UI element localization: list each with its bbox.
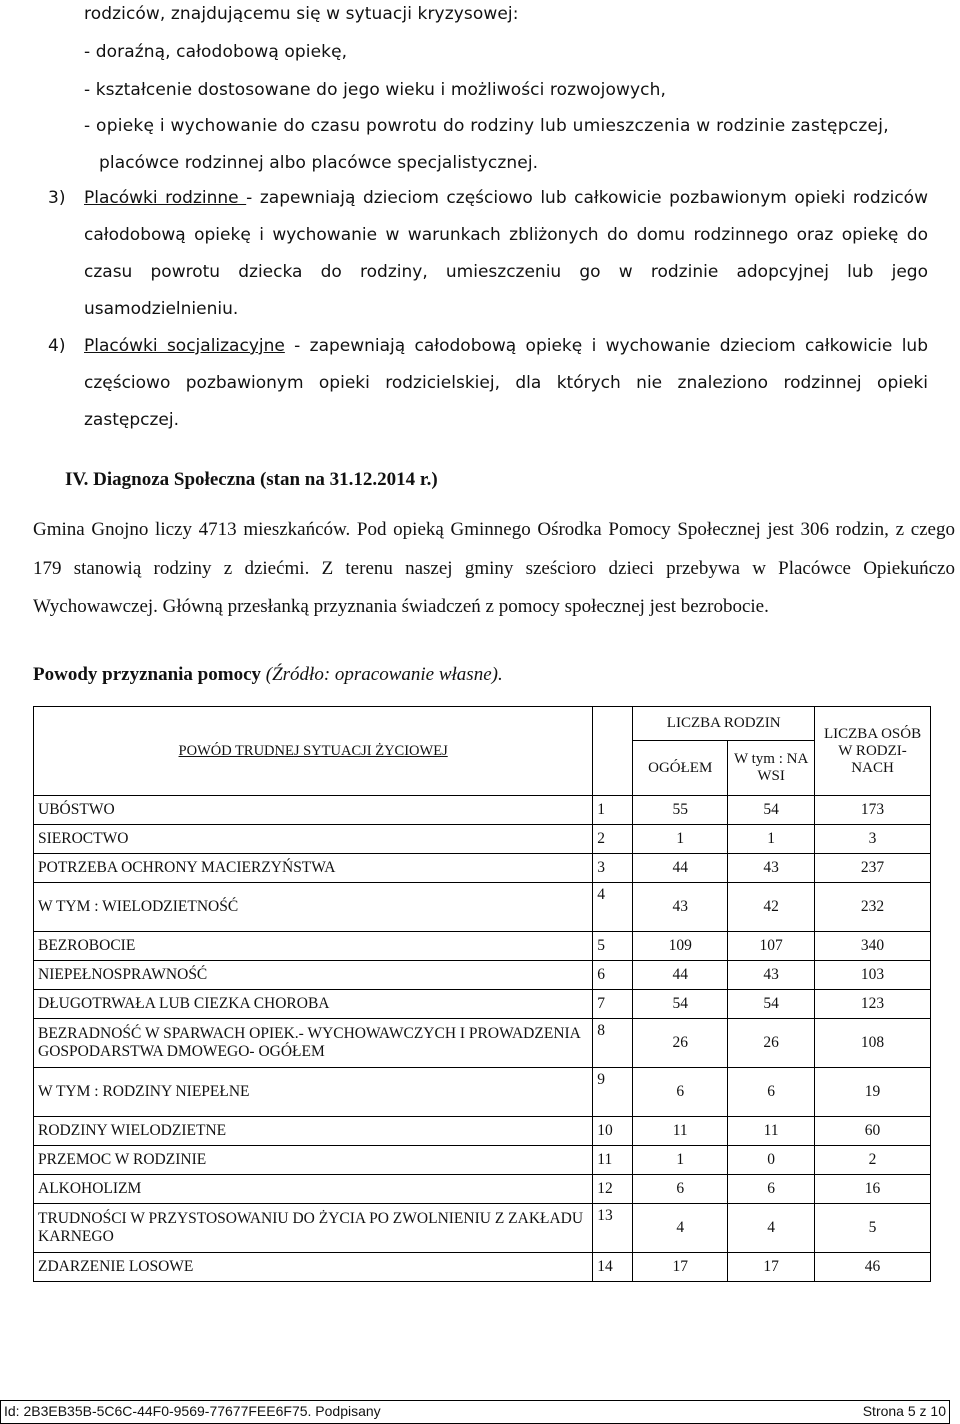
row-persons: 340 — [815, 932, 931, 961]
row-total: 1 — [633, 1146, 728, 1175]
row-rural: 107 — [728, 932, 815, 961]
row-lp: 13 — [593, 1204, 633, 1253]
item-term: Placówki rodzinne — [84, 188, 247, 208]
row-total: 6 — [633, 1175, 728, 1204]
table-row — [34, 932, 931, 961]
table-row — [34, 825, 931, 854]
row-total: 11 — [633, 1117, 728, 1146]
row-total: 4 — [633, 1204, 728, 1253]
row-lp: 9 — [593, 1068, 633, 1117]
item-term: Placówki socjalizacyjne — [84, 336, 285, 356]
row-lp: 6 — [593, 961, 633, 990]
row-rural: 54 — [728, 796, 815, 825]
row-lp: 5 — [593, 932, 633, 961]
row-persons: 173 — [815, 796, 931, 825]
table-row — [34, 1068, 931, 1117]
row-total: 43 — [633, 883, 728, 932]
row-reason: DŁUGOTRWAŁA LUB CIEZKA CHOROBA — [34, 990, 593, 1019]
row-lp: 8 — [593, 1019, 633, 1068]
intro-line-4: - opiekę i wychowanie do czasu powrotu do rodziny lub umieszczenia w rodzinie zastępczej, — [84, 116, 889, 136]
row-lp: 3 — [593, 854, 633, 883]
row-persons: 5 — [815, 1204, 931, 1253]
row-rural: 0 — [728, 1146, 815, 1175]
intro-line-5: placówce rodzinnej albo placówce specjalistycznej. — [99, 153, 539, 173]
row-lp: 4 — [593, 883, 633, 932]
page-number: Strona 5 z 10 — [862, 1403, 946, 1419]
caption-source: (Źródło: opracowanie własne). — [265, 664, 503, 685]
row-persons: 123 — [815, 990, 931, 1019]
row-total: 6 — [633, 1068, 728, 1117]
row-rural: 17 — [728, 1253, 815, 1282]
list-item-placowki-rodzinne — [48, 180, 928, 328]
document-id: Id: 2B3EB35B-5C6C-44F0-9569-77677FEE6F75. Podpisany — [4, 1403, 381, 1419]
row-rural: 42 — [728, 883, 815, 932]
header-persons: LICZBA OSÓB W RODZI-NACH — [815, 707, 931, 796]
row-total: 17 — [633, 1253, 728, 1282]
row-rural: 26 — [728, 1019, 815, 1068]
item-text: - zapewniają całodobową opiekę i wychowanie dzieciom całkowicie lub częściowo pozbawionym opieki rodzicielskiej, dla których nie znaleziono rodzinnej opieki zastępczej. — [84, 336, 928, 430]
row-lp: 14 — [593, 1253, 633, 1282]
table-caption — [33, 664, 503, 686]
list-item-placowki-socjalizacyjne — [48, 328, 928, 439]
row-rural: 54 — [728, 990, 815, 1019]
row-reason: W TYM : WIELODZIETNOŚĆ — [34, 883, 593, 932]
row-reason: BEZRADNOŚĆ W SPARWACH OPIEK.- WYCHOWAWCZYCH I PROWADZENIA GOSPODARSTWA DMOWEGO- OGÓŁEM — [34, 1019, 593, 1068]
table-row — [34, 854, 931, 883]
table-body — [34, 796, 931, 1282]
item-text: - zapewniają dzieciom częściowo lub całkowicie pozbawionym opieki rodziców całodobową opiekę i wychowanie w warunkach zbliżonych do domu rodzinnego oraz opiekę do czasu powrotu dziecka do rodziny, umieszczeniu go w rodzinie adopcyjnej lub jego usamodzielnieniu. — [84, 188, 928, 319]
table-row — [34, 990, 931, 1019]
row-persons: 232 — [815, 883, 931, 932]
row-reason: BEZROBOCIE — [34, 932, 593, 961]
row-total: 55 — [633, 796, 728, 825]
row-reason: PRZEMOC W RODZINIE — [34, 1146, 593, 1175]
section-heading: IV. Diagnoza Społeczna (stan na 31.12.2014 r.) — [65, 469, 438, 490]
row-rural: 43 — [728, 854, 815, 883]
row-lp: 7 — [593, 990, 633, 1019]
row-reason: ALKOHOLIZM — [34, 1175, 593, 1204]
row-rural: 6 — [728, 1175, 815, 1204]
row-reason: ZDARZENIE LOSOWE — [34, 1253, 593, 1282]
row-reason: SIEROCTWO — [34, 825, 593, 854]
table-row — [34, 1175, 931, 1204]
row-lp: 2 — [593, 825, 633, 854]
item-number: 4) — [48, 336, 66, 356]
table-row — [34, 796, 931, 825]
row-persons: 46 — [815, 1253, 931, 1282]
row-lp: 10 — [593, 1117, 633, 1146]
row-rural: 4 — [728, 1204, 815, 1253]
intro-line-3: - kształcenie dostosowane do jego wieku i możliwości rozwojowych, — [84, 80, 666, 100]
reasons-table — [33, 706, 931, 1282]
row-rural: 43 — [728, 961, 815, 990]
row-rural: 6 — [728, 1068, 815, 1117]
row-rural: 11 — [728, 1117, 815, 1146]
row-total: 26 — [633, 1019, 728, 1068]
header-rural: W tym : NA WSI — [728, 741, 815, 796]
row-persons: 19 — [815, 1068, 931, 1117]
row-persons: 108 — [815, 1019, 931, 1068]
intro-line-2: - doraźną, całodobową opiekę, — [84, 42, 348, 62]
row-lp: 1 — [593, 796, 633, 825]
table-row — [34, 1019, 931, 1068]
row-total: 1 — [633, 825, 728, 854]
row-reason: TRUDNOŚCI W PRZYSTOSOWANIU DO ŻYCIA PO ZWOLNIENIU Z ZAKŁADU KARNEGO — [34, 1204, 593, 1253]
row-reason: RODZINY WIELODZIETNE — [34, 1117, 593, 1146]
table-row — [34, 1204, 931, 1253]
table-row — [34, 1117, 931, 1146]
header-lp-blank — [593, 707, 633, 796]
row-total: 44 — [633, 854, 728, 883]
item-number: 3) — [48, 188, 66, 208]
header-families: LICZBA RODZIN — [633, 707, 815, 741]
header-reason: POWÓD TRUDNEJ SYTUACJI ŻYCIOWEJ — [34, 707, 593, 796]
caption-title: Powody przyznania pomocy — [33, 664, 266, 685]
table-row — [34, 961, 931, 990]
row-reason: NIEPEŁNOSPRAWNOŚĆ — [34, 961, 593, 990]
row-rural: 1 — [728, 825, 815, 854]
diagnosis-paragraph: Gmina Gnojno liczy 4713 mieszkańców. Pod opieką Gminnego Ośrodka Pomocy Społecznej jest 306 rodzin, z czego 179 stanowią rodziny z dziećmi. Z terenu naszej gminy sześcioro dzieci przebywa w Placówce Opiekuńczo Wychowawczej. Główną przesłanką przyznania świadczeń z pomocy społecznej jest bezrobocie. — [33, 519, 955, 617]
row-lp: 12 — [593, 1175, 633, 1204]
row-persons: 60 — [815, 1117, 931, 1146]
header-total: OGÓŁEM — [633, 741, 728, 796]
table-row — [34, 883, 931, 932]
row-persons: 3 — [815, 825, 931, 854]
row-reason: POTRZEBA OCHRONY MACIERZYŃSTWA — [34, 854, 593, 883]
row-lp: 11 — [593, 1146, 633, 1175]
row-total: 44 — [633, 961, 728, 990]
table-row — [34, 1253, 931, 1282]
row-persons: 103 — [815, 961, 931, 990]
row-total: 54 — [633, 990, 728, 1019]
row-persons: 237 — [815, 854, 931, 883]
row-reason: UBÓSTWO — [34, 796, 593, 825]
row-reason: W TYM : RODZINY NIEPEŁNE — [34, 1068, 593, 1117]
table-row — [34, 1146, 931, 1175]
page-footer — [0, 1400, 950, 1424]
intro-line-1: rodziców, znajdującemu się w sytuacji kryzysowej: — [84, 4, 519, 24]
row-persons: 16 — [815, 1175, 931, 1204]
row-persons: 2 — [815, 1146, 931, 1175]
row-total: 109 — [633, 932, 728, 961]
